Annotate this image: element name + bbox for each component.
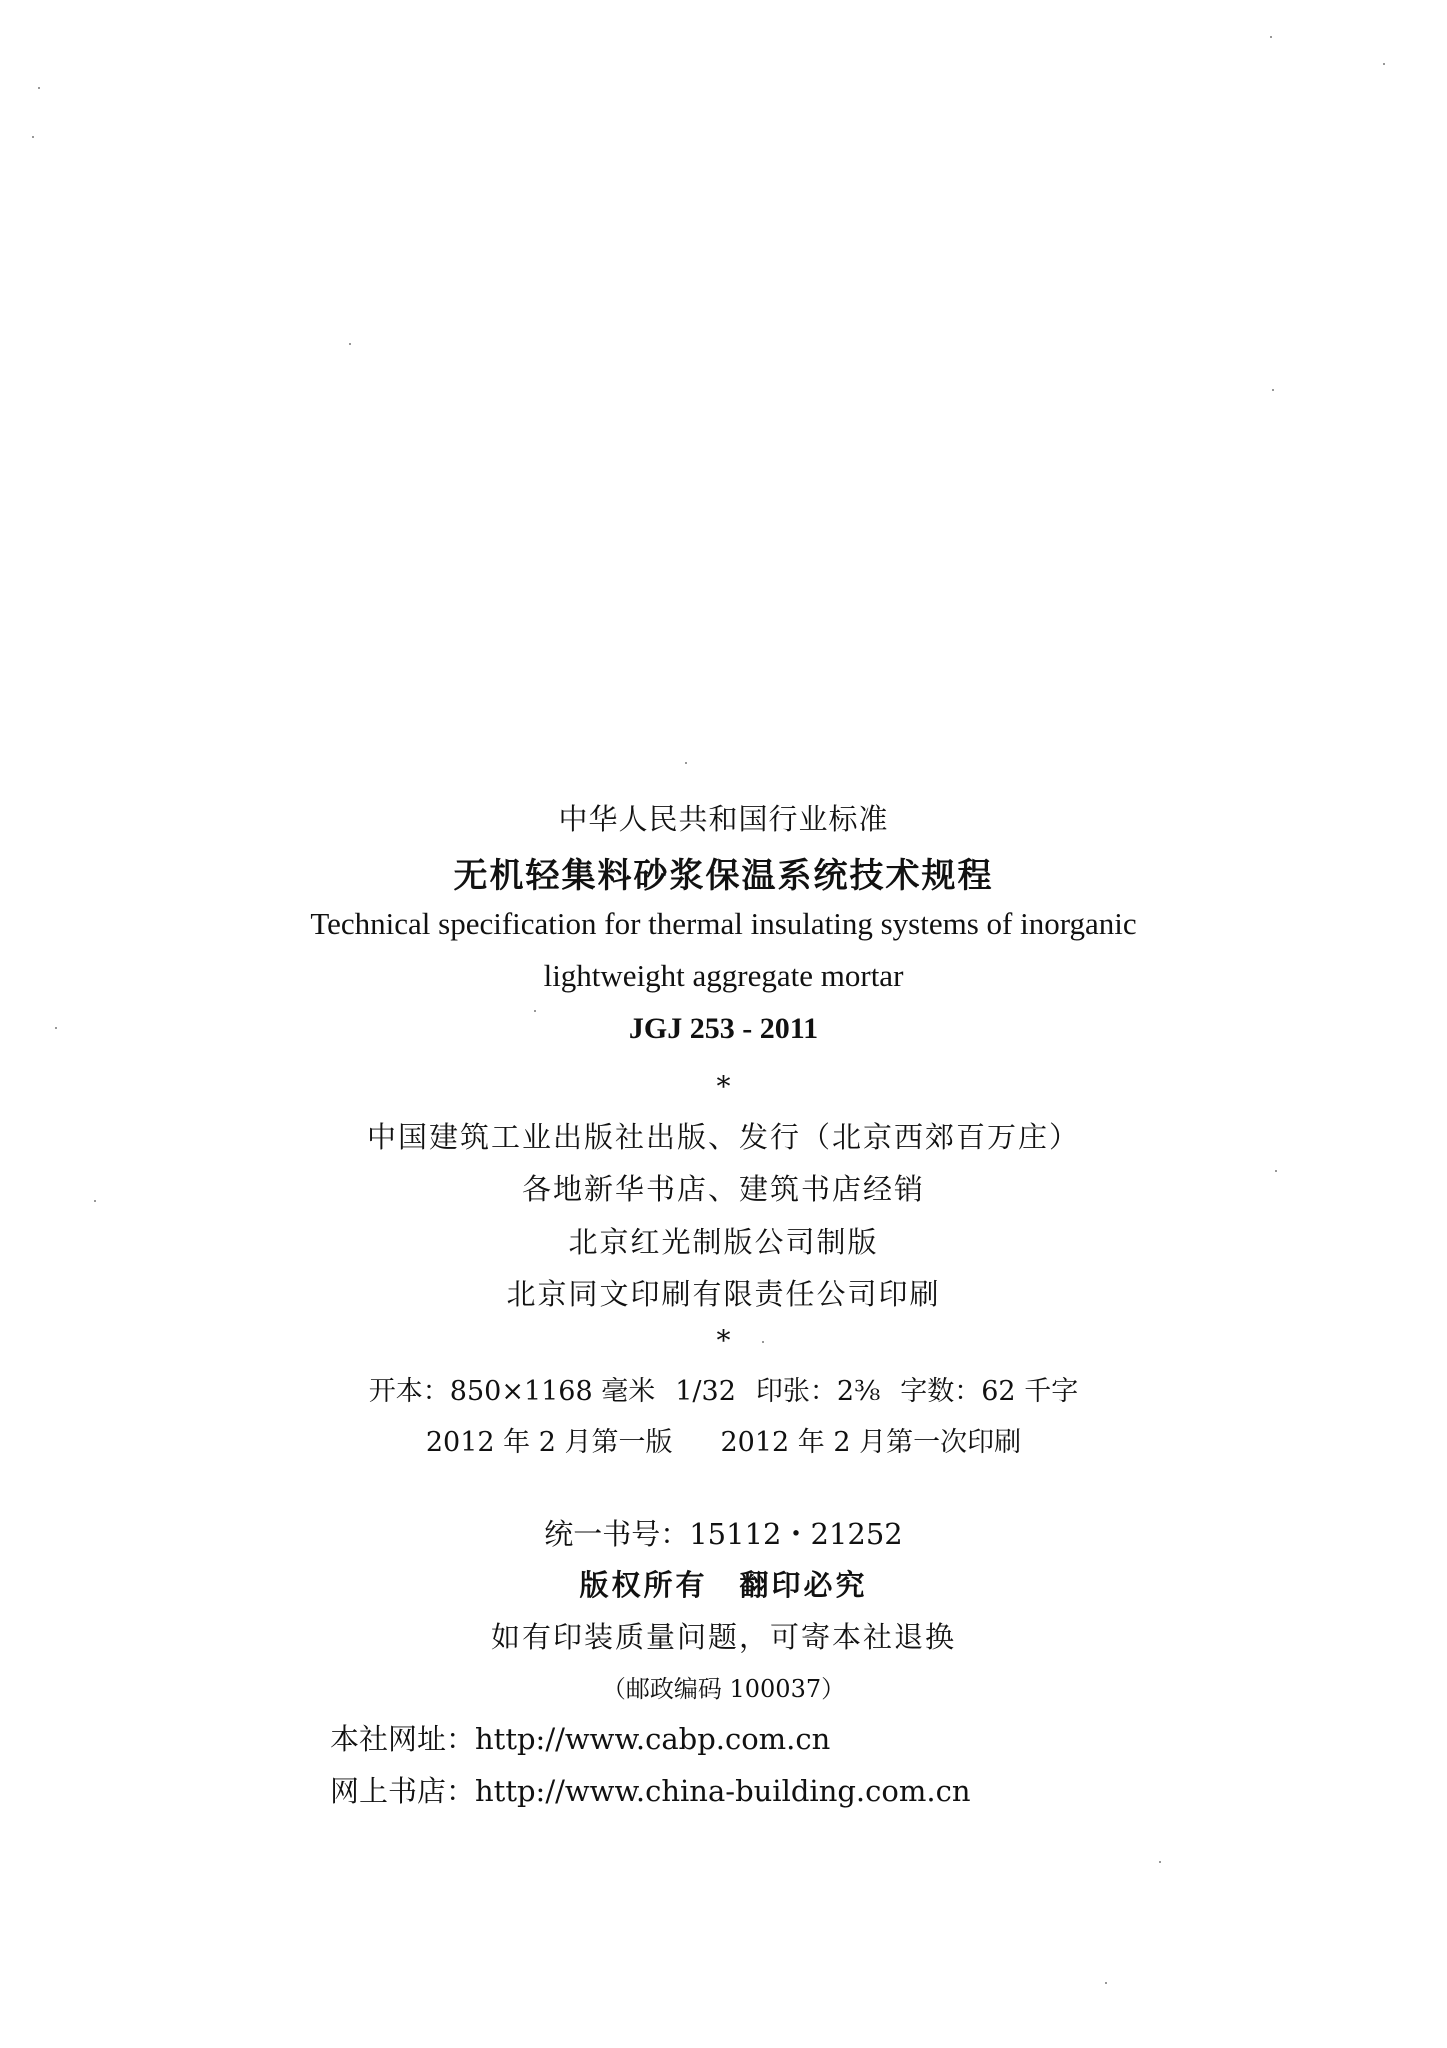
scan-speck <box>1383 63 1385 65</box>
title-cn: 无机轻集料砂浆保温系统技术规程 <box>453 856 994 896</box>
distributor: 各地新华书店、建筑书店经销 <box>521 1172 925 1206</box>
format-size: 开本：850×1168 毫米 <box>368 1376 656 1407</box>
separator-star-2: * <box>716 1324 731 1357</box>
copyright-notice: 版权所有 翻印必究 <box>579 1568 868 1602</box>
publisher-website: 本社网址：http://www.cabp.com.cn <box>330 1722 831 1756</box>
publisher: 中国建筑工业出版社出版、发行（北京西郊百万庄） <box>366 1120 1080 1154</box>
format-fraction: 1/32 <box>675 1376 736 1407</box>
plate-maker: 北京红光制版公司制版 <box>568 1225 879 1259</box>
format-specs <box>0 1369 1447 1408</box>
online-store: 网上书店：http://www.china-building.com.cn <box>330 1774 971 1808</box>
separator-star-1: * <box>716 1070 731 1103</box>
printer: 北京同文印刷有限责任公司印刷 <box>506 1277 941 1311</box>
postal-code: （邮政编码 100037） <box>601 1675 846 1703</box>
quality-note: 如有印装质量问题，可寄本社退换 <box>490 1620 956 1654</box>
book-number: 统一书号：15112・21252 <box>544 1517 903 1551</box>
title-en-line-1: Technical specification for thermal insulating systems of inorganic <box>310 906 1137 941</box>
scan-speck <box>1159 1861 1161 1863</box>
scan-speck <box>1270 36 1272 38</box>
print-sheets: 印张：2⅜ <box>755 1376 881 1407</box>
scan-speck <box>1105 1982 1107 1984</box>
scan-speck <box>32 136 34 138</box>
word-count: 字数：62 千字 <box>900 1376 1079 1407</box>
scan-speck <box>38 87 40 89</box>
scan-speck <box>685 762 687 764</box>
scan-speck <box>349 343 351 345</box>
standard-code: JGJ 253 - 2011 <box>628 1012 819 1045</box>
edition: 2012 年 2 月第一版 <box>425 1427 673 1458</box>
scan-speck <box>1272 389 1274 391</box>
title-en-line-2: lightweight aggregate mortar <box>543 958 904 993</box>
edition-info <box>0 1420 1447 1459</box>
standard-type: 中华人民共和国行业标准 <box>558 802 889 836</box>
printing: 2012 年 2 月第一次印刷 <box>720 1427 1022 1458</box>
